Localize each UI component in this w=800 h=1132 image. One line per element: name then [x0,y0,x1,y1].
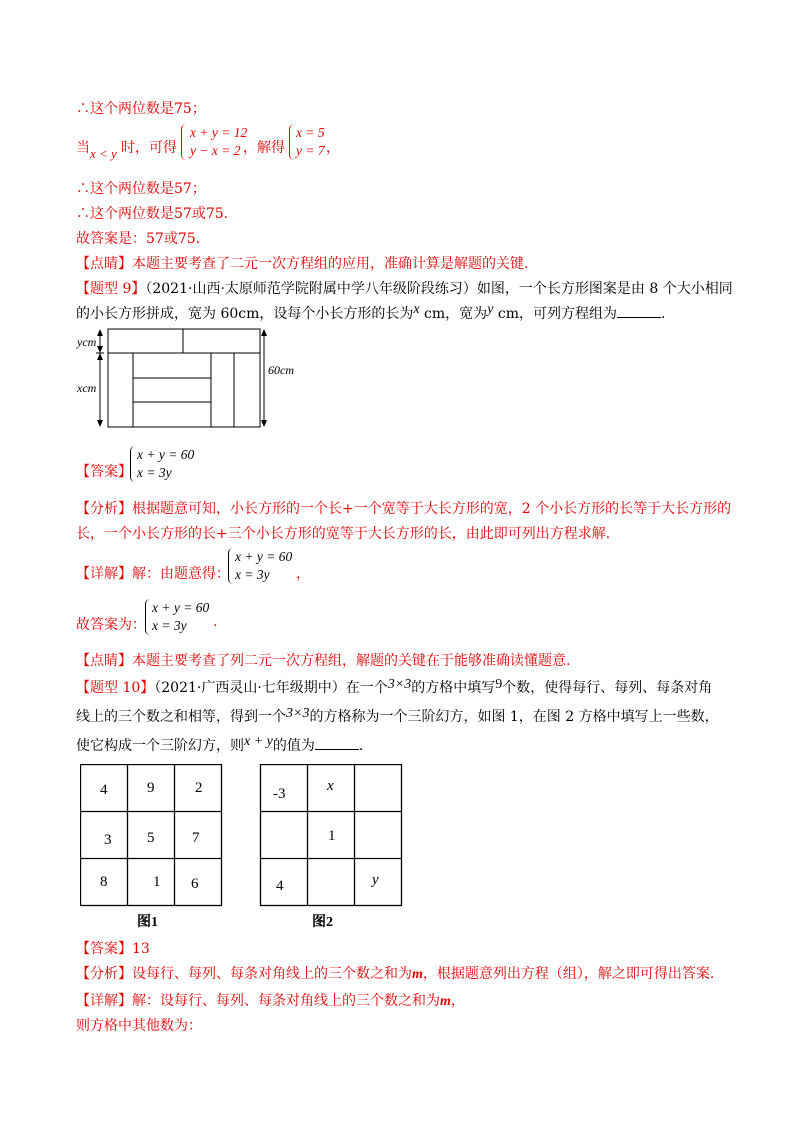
answer-line: 【答案】13 [76,941,150,957]
analysis-line [76,963,714,983]
text: 的值为 [272,738,315,754]
60cm-label: 60cm [268,363,294,377]
brace [145,599,150,635]
text: 当 [76,140,90,156]
answer-blank [315,737,359,750]
text: 【详解】解：设每行、每列、每条对角线上的三个数之和为 [76,993,440,1009]
text-line: ∴这个两位数是57； [76,181,206,197]
text: 的方格称为一个三阶幻方，如图 1，在图 2 方格中填写上一些数， [309,709,719,725]
equation: x + y = 60 [235,549,293,564]
text: . [358,738,364,754]
equation: x + y = 12 [190,125,248,140]
detail-label: 【详解】解：由题意得： [76,566,230,582]
grid1-cell: 8 [100,874,108,890]
condition-math: x < y [90,146,117,161]
variable: m [440,994,451,1009]
equation: x + y = 60 [152,600,210,615]
math: 3×3 [387,677,412,692]
text: 的方格中填写 [411,680,496,696]
grid1-cell: 7 [192,830,200,846]
text-line: ∴这个两位数是57或75. [76,206,229,222]
grid1-cell: 2 [195,780,203,796]
variable: y [487,302,494,317]
text: cm，可列方程组为 [493,306,617,322]
figure1-caption: 图1 [137,915,158,930]
comment-line: 【点睛】本题主要考查了二元一次方程组的应用，准确计算是解题的关键. [76,256,529,272]
equation: x = 3y [137,465,172,480]
answer-label: 【答案】 [76,464,132,480]
rectangle-figure [76,328,306,434]
text-line: ∴这个两位数是75； [76,101,206,117]
ycm-label: ycm [77,335,97,349]
text: cm，宽为 [419,306,488,322]
math: 9 [495,677,503,692]
variable: x [413,302,420,317]
answer-system [137,446,194,482]
math: 3×3 [286,706,310,721]
variable: m [412,967,423,982]
grid1-cell: 1 [153,874,161,890]
xcm-label: xcm [77,381,97,395]
question-10-line3 [76,735,363,755]
grid2-cell: 1 [328,828,336,844]
detail-line [76,990,465,1010]
grid1-cell: 3 [104,832,112,848]
question-9-line1 [76,278,733,298]
text: 个数，使得每行、每列、每条对角 [502,680,713,696]
grid1-cell: 5 [147,830,155,846]
final-label: 故答案为： [76,617,146,633]
grid1-cell: 9 [147,780,155,796]
analysis-line: 【分析】根据题意可知，小长方形的一个长+一个宽等于大长方形的宽，2 个小长方形的长等于大长方形的 [76,501,732,517]
detail-system [235,548,292,584]
equation: x + y = 60 [137,447,195,462]
analysis-line: 长，一个小长方形的长+三个小长方形的宽等于大长方形的长，由此即可列出方程求解. [76,526,611,542]
solution-system [296,124,325,160]
equation-system [190,124,247,160]
text-line: 故答案是：57或75. [76,231,201,247]
grid1-cell: 4 [100,782,108,798]
text-line: 则方格中其他数为： [76,1018,202,1034]
brace [289,124,294,160]
final-system [152,599,209,635]
grid2-cell: y [372,872,379,888]
text: ， [296,566,310,582]
brace [130,446,135,482]
text: ，根据题意列出方程（组），解之即可得出答案. [422,966,715,982]
brace [228,548,233,584]
text: 使它构成一个三阶幻方，则 [76,738,244,754]
grid1-cell: 6 [191,876,199,892]
question-10-line1 [76,677,712,697]
question-10-line2 [76,706,719,726]
magic-square-figures [80,764,410,934]
equation: x = 3y [235,567,270,582]
text: （2021·广西灵山·七年级期中）在一个 [154,680,388,696]
grid2-cell: x [327,778,334,794]
math: x + y [244,734,273,749]
equation: x = 5 [296,125,325,140]
text: 【分析】设每行、每列、每条对角线上的三个数之和为 [76,966,412,982]
text: . [660,306,666,322]
equation: y = 7 [296,143,325,158]
grid2-cell: -3 [273,786,286,802]
text: 时，可得 [121,140,177,156]
comment-line: 【点睛】本题主要考查了列二元一次方程组，解题的关键在于能够准确读懂题意. [76,653,571,669]
text: 的小长方形拼成，宽为 60cm，设每个小长方形的长为 [76,306,414,322]
text: ，解得 [243,140,285,156]
equation: y − x = 2 [190,143,241,158]
answer-blank [617,305,661,318]
text: 线上的三个数之和相等，得到一个 [76,709,286,725]
equation: x = 3y [152,618,187,633]
question-label: 【题型 10】 [76,680,155,696]
case-line [76,137,90,157]
text: . [213,614,218,630]
grid2-cell: 4 [276,878,284,894]
text: ， [450,993,465,1009]
text: （2021·山西·太原师范学院附属中学八年级阶段练习）如图，一个长方形图案是由 8 个大小相同 [145,281,733,297]
brace [181,124,186,160]
question-9-line2 [76,303,665,323]
figure2-caption: 图2 [312,915,333,930]
text: ， [326,140,340,156]
question-label: 【题型 9】 [76,281,146,297]
